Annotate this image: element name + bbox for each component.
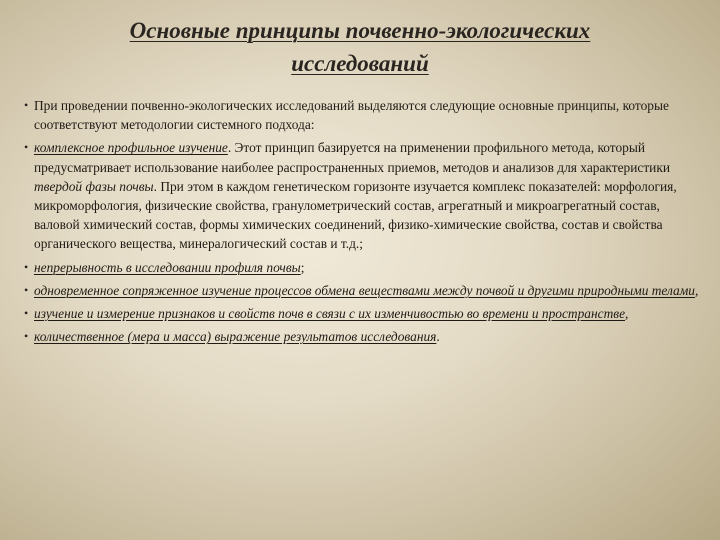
complex-study-body-b: . При этом в каждом генетическом горизонте изучается комплекс показателей: морфология, микроморфология, физические свойства, гранулометрический состав, агрегатный и микроагрегатный состав, валовой химический состав, формы химических соединений, физико-химические свойства, состав и свойства органического вещества, минералогический состав и т.д.; bbox=[34, 178, 677, 252]
variability-tail: , bbox=[625, 306, 629, 322]
quantitative-tail: . bbox=[436, 329, 440, 345]
bullet-icon: • bbox=[24, 259, 29, 274]
list-item-intro bbox=[0, 96, 720, 134]
exchange-text bbox=[34, 281, 699, 300]
solid-phase-term: твердой фазы почвы bbox=[34, 178, 154, 194]
list-item-exchange bbox=[0, 281, 720, 300]
quantitative-text bbox=[34, 327, 699, 346]
continuity-tail: ; bbox=[300, 259, 305, 275]
complex-study-body-a: . Этот принцип базируется на применении профильного метода, который предусматривает использование наиболее распространенных приемов, методов и анализов для характеристики bbox=[34, 140, 671, 175]
variability-text bbox=[34, 304, 699, 323]
principles-list bbox=[0, 96, 720, 346]
bullet-icon: • bbox=[24, 306, 29, 321]
bullet-icon: • bbox=[24, 98, 29, 112]
complex-study-term: комплексное профильное изучение bbox=[34, 140, 228, 156]
intro-text: При проведении почвенно-экологических исследований выделяются следующие основные принципы, которые соответствуют методологии системного подхода: bbox=[34, 98, 669, 133]
quantitative-term: количественное (мера и масса) выражение результатов исследования bbox=[34, 329, 437, 345]
continuity-text bbox=[34, 258, 699, 277]
list-item-continuity bbox=[0, 258, 720, 277]
list-item-quantitative bbox=[0, 327, 720, 346]
variability-term: изучение и измерение признаков и свойств почв в связи с их изменчивостью во времени и пространстве bbox=[34, 306, 626, 322]
bullet-icon: • bbox=[24, 329, 29, 344]
exchange-tail: , bbox=[694, 282, 699, 298]
slide-title: Основные принципы почвенно-экологических исследований bbox=[129, 18, 591, 76]
exchange-term: одновременное сопряженное изучение процессов обмена веществами между почвой и другими природными телами bbox=[34, 282, 695, 298]
list-item-complex-study bbox=[0, 138, 720, 253]
continuity-term: непрерывность в исследовании профиля почвы bbox=[34, 259, 301, 275]
complex-study-text bbox=[34, 138, 699, 253]
list-item-variability bbox=[0, 304, 720, 323]
bullet-icon: • bbox=[24, 282, 29, 297]
bullet-icon: • bbox=[24, 140, 29, 155]
